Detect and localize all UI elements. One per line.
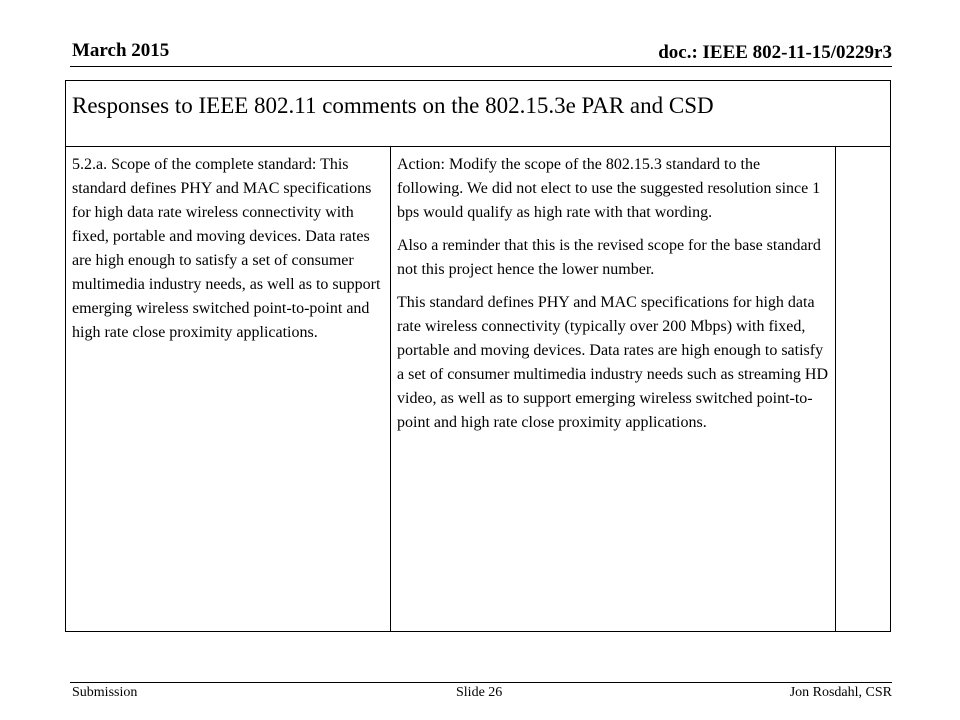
response-cell: [391, 147, 836, 632]
comment-cell: [66, 147, 391, 632]
response-text: [391, 147, 835, 435]
table-title: Responses to IEEE 802.11 comments on the 802.15.3e PAR and CSD: [66, 81, 891, 147]
header-divider: [70, 66, 892, 67]
table-title-row: [66, 81, 891, 147]
extra-text: [836, 147, 890, 153]
table-row: [66, 147, 891, 632]
response-paragraph-2: Also a reminder that this is the revised scope for the base standard not this project hence the lower number.: [397, 237, 821, 278]
comment-text: 5.2.a. Scope of the complete standard: This standard defines PHY and MAC specifications for high data rate wireless connectivity with fixed, portable and moving devices. Data rates are high enough to satisfy a set of consumer multimedia industry needs, as well as to support emerging wireless switched point-to-point and high rate close proximity applications.: [72, 156, 381, 341]
header-date: March 2015: [72, 40, 170, 61]
footer-divider: [70, 682, 892, 683]
response-paragraph-1: Action: Modify the scope of the 802.15.3 standard to the following. We did not elect to use the suggested resolution since 1 bps would qualify as high rate with that wording.: [397, 156, 821, 221]
footer-submission: Submission: [72, 685, 138, 700]
empty-cell: [836, 147, 891, 632]
footer-author: Jon Rosdahl, CSR: [789, 685, 892, 700]
header-doc-id: doc.: IEEE 802-11-15/0229r3: [658, 42, 892, 63]
comment-response-table: [65, 80, 891, 632]
footer-slide-number: Slide 26: [456, 685, 503, 700]
response-paragraph-3: This standard defines PHY and MAC specifications for high data rate wireless connectivity (typically over 200 Mbps) with fixed, portable and moving devices. Data rates are high enough to satisfy a set of consumer multimedia industry needs such as streaming HD video, as well as to support emerging wireless switched point-to-point and high rate close proximity applications.: [397, 294, 829, 431]
